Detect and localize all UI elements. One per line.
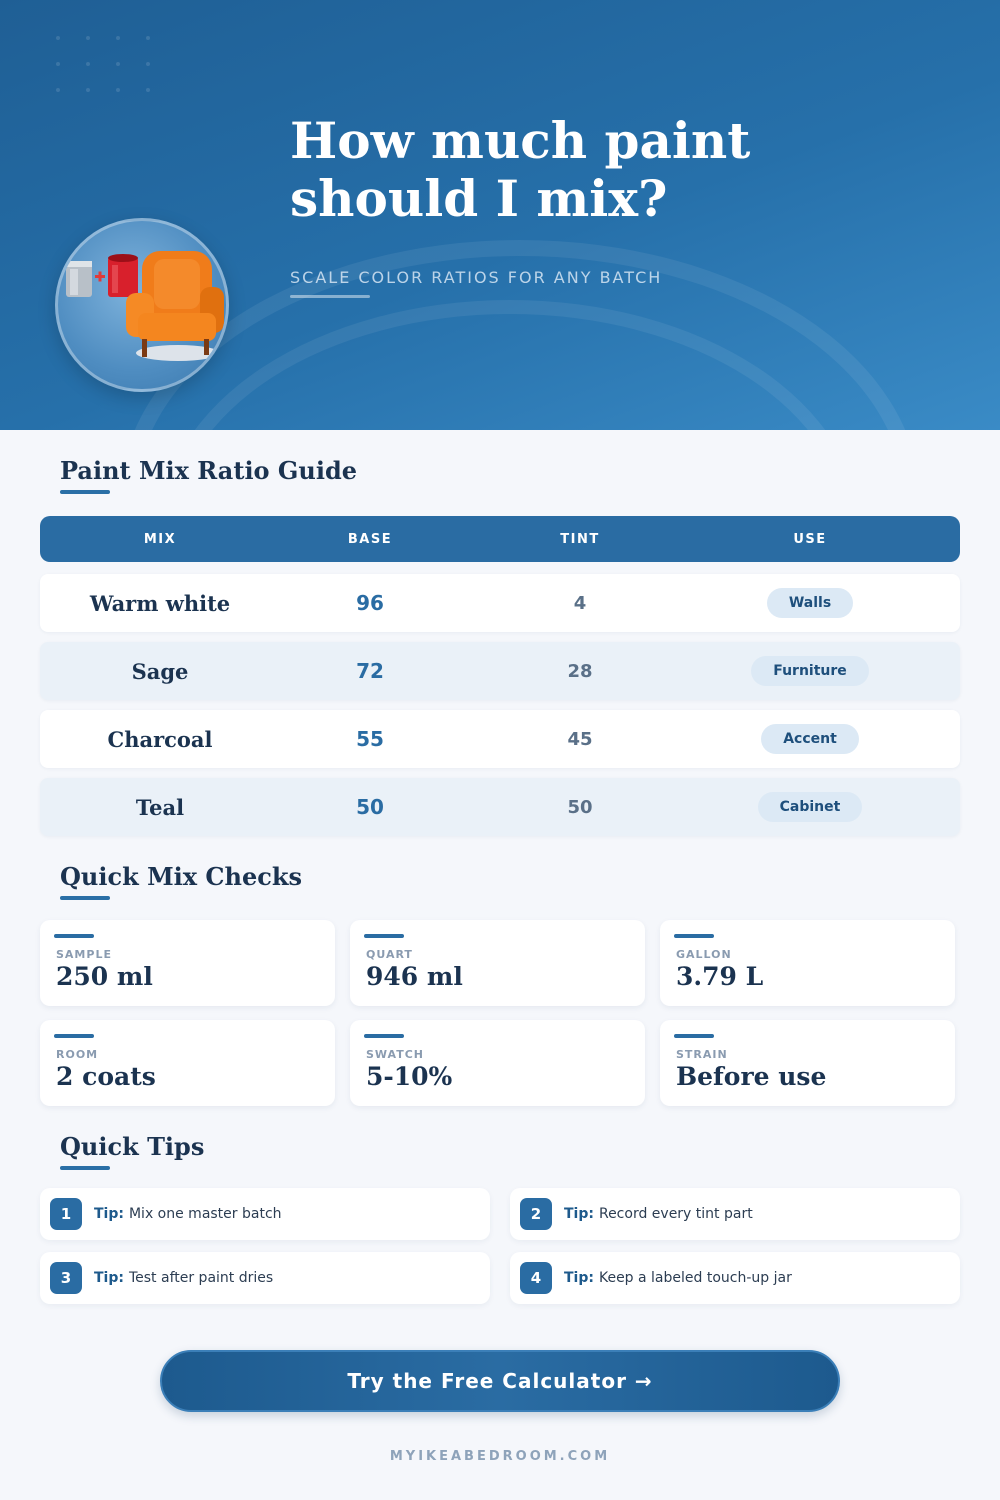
plus-icon bbox=[95, 272, 105, 282]
card-value: 3.79 L bbox=[676, 962, 764, 991]
card-label: SAMPLE bbox=[56, 948, 112, 961]
ratio-guide-heading: Paint Mix Ratio Guide bbox=[60, 456, 358, 485]
tip-label: Tip: bbox=[94, 1206, 124, 1222]
tip-number-badge: 1 bbox=[50, 1198, 82, 1230]
card-label: SWATCH bbox=[366, 1048, 425, 1061]
stat-card-quart bbox=[350, 920, 645, 1006]
quick-checks-heading: Quick Mix Checks bbox=[60, 862, 302, 891]
tip-number-badge: 3 bbox=[50, 1262, 82, 1294]
table-row bbox=[40, 642, 960, 700]
column-header-tint: TINT bbox=[560, 531, 600, 547]
tip-item bbox=[510, 1252, 960, 1304]
tint-value: 45 bbox=[567, 728, 593, 750]
tip-text: Keep a labeled touch-up jar bbox=[598, 1270, 792, 1286]
mix-name: Charcoal bbox=[107, 726, 213, 752]
use-badge: Cabinet bbox=[758, 792, 863, 822]
base-value: 55 bbox=[356, 727, 384, 751]
tip-number-badge: 4 bbox=[520, 1262, 552, 1294]
card-accent-bar bbox=[54, 1034, 94, 1038]
base-value: 72 bbox=[356, 659, 384, 683]
card-accent-bar bbox=[674, 934, 714, 938]
page-title: How much paint should I mix? bbox=[290, 111, 751, 228]
free-calculator-button[interactable]: Try the Free Calculator → bbox=[160, 1350, 840, 1412]
card-label: GALLON bbox=[676, 948, 732, 961]
heading-underline bbox=[60, 490, 110, 494]
tint-value: 50 bbox=[567, 796, 593, 818]
stat-card-room bbox=[40, 1020, 335, 1106]
paint-armchair-illustration bbox=[55, 218, 229, 392]
mix-name: Warm white bbox=[89, 590, 231, 616]
card-value: Before use bbox=[676, 1062, 827, 1091]
tip-label: Tip: bbox=[564, 1270, 594, 1286]
heading-underline bbox=[60, 896, 110, 900]
mix-name: Sage bbox=[131, 658, 189, 684]
card-value: 5-10% bbox=[366, 1062, 453, 1091]
tip-item bbox=[40, 1252, 490, 1304]
column-header-mix: MIX bbox=[143, 531, 177, 547]
footer-site-link[interactable]: MYIKEABEDROOM.COM bbox=[389, 1449, 611, 1464]
mix-name: Teal bbox=[135, 794, 185, 820]
table-row bbox=[40, 574, 960, 632]
card-label: STRAIN bbox=[676, 1048, 728, 1061]
use-badge: Accent bbox=[761, 724, 859, 754]
use-badge: Walls bbox=[767, 588, 853, 618]
base-value: 96 bbox=[356, 591, 384, 615]
tip-label: Tip: bbox=[564, 1206, 594, 1222]
card-label: QUART bbox=[366, 948, 413, 961]
card-label: ROOM bbox=[56, 1048, 99, 1061]
page-subtitle: SCALE COLOR RATIOS FOR ANY BATCH bbox=[290, 268, 663, 287]
tip-text: Record every tint part bbox=[598, 1206, 753, 1222]
red-paint-can-icon bbox=[108, 254, 138, 297]
tint-value: 28 bbox=[567, 660, 593, 682]
card-accent-bar bbox=[674, 1034, 714, 1038]
card-value: 946 ml bbox=[366, 962, 463, 991]
subtitle-underline bbox=[290, 295, 370, 298]
card-value: 2 coats bbox=[56, 1062, 156, 1091]
tip-text: Mix one master batch bbox=[128, 1206, 282, 1222]
table-row bbox=[40, 710, 960, 768]
tip-item bbox=[510, 1188, 960, 1240]
tip-label: Tip: bbox=[94, 1270, 124, 1286]
column-header-base: BASE bbox=[347, 531, 393, 547]
card-value: 250 ml bbox=[56, 962, 153, 991]
card-accent-bar bbox=[54, 934, 94, 938]
armchair-icon bbox=[126, 251, 224, 361]
stat-card-gallon bbox=[660, 920, 955, 1006]
tip-text: Test after paint dries bbox=[128, 1270, 274, 1286]
tint-value: 4 bbox=[573, 592, 587, 614]
quick-tips-heading: Quick Tips bbox=[60, 1132, 205, 1161]
base-value: 50 bbox=[356, 795, 384, 819]
card-accent-bar bbox=[364, 934, 404, 938]
stat-card-swatch bbox=[350, 1020, 645, 1106]
column-header-use: USE bbox=[793, 531, 827, 547]
table-row bbox=[40, 778, 960, 836]
grey-paint-can-icon bbox=[66, 261, 92, 297]
stat-card-strain bbox=[660, 1020, 955, 1106]
hero-banner bbox=[0, 0, 1000, 430]
tip-item bbox=[40, 1188, 490, 1240]
card-accent-bar bbox=[364, 1034, 404, 1038]
ratio-table-header bbox=[40, 516, 960, 562]
use-badge: Furniture bbox=[751, 656, 869, 686]
tip-number-badge: 2 bbox=[520, 1198, 552, 1230]
heading-underline bbox=[60, 1166, 110, 1170]
stat-card-sample bbox=[40, 920, 335, 1006]
decorative-dots bbox=[56, 36, 166, 96]
